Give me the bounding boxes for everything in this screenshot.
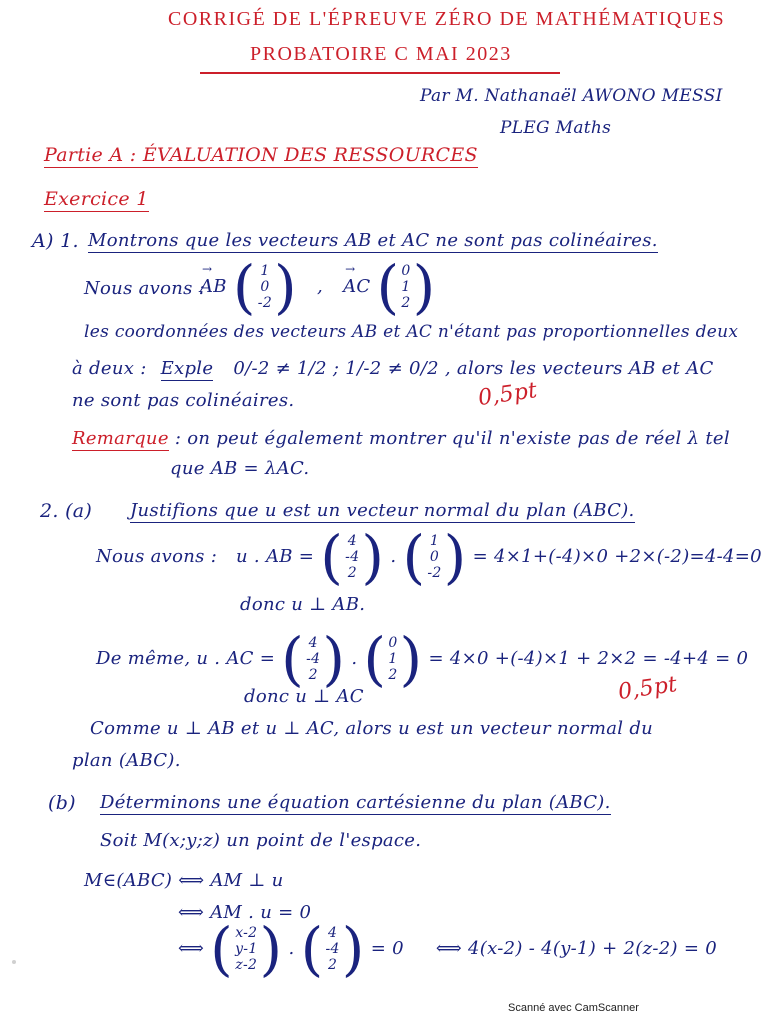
question-2b-number: (b) (48, 792, 76, 814)
points-mark-2a: 0,5pt (616, 671, 679, 706)
equiv-line2: ⟺ AM . u = 0 (178, 902, 312, 923)
question-a1-number: A) 1. (32, 230, 79, 252)
scan-speck (12, 960, 16, 964)
u-dot-ab: u . AB = ( 4 -4 2 ) . ( 1 0 -2 ) = 4×1+(-4)×0 +2×(-2)=4-4=0 (236, 523, 762, 591)
comme-line2: plan (ABC). (72, 750, 181, 771)
question-2b-statement: Déterminons une équation cartésienne du plan (ABC). (100, 792, 611, 813)
question-2a-number: 2. (a) (40, 500, 93, 522)
a1-line2: à deux : Exple 0/-2 ≠ 1/2 ; 1/-2 ≠ 0/2 , alors les vecteurs AB et AC (72, 358, 714, 379)
question-2a-statement: Justifions que u est un vecteur normal du plan (ABC). (130, 500, 635, 521)
points-mark-a1: 0,5pt (476, 377, 539, 412)
donc-u-perp-ab: donc u ⊥ AB. (240, 594, 366, 615)
remark-line2: que AB = λAC. (170, 458, 310, 479)
donc-u-perp-ac: donc u ⊥ AC (244, 686, 364, 707)
soit-line: Soit M(x;y;z) un point de l'espace. (100, 830, 422, 851)
exercise-heading: Exercice 1 (44, 188, 149, 210)
question-a1-statement: Montrons que les vecteurs AB et AC ne sont pas colinéaires. (88, 230, 658, 251)
have-label: Nous avons : (84, 278, 206, 299)
have-label-2a: Nous avons : (96, 546, 218, 567)
equiv-line1: M∈(ABC) ⟺ AM ⊥ u (84, 870, 284, 891)
title-underline (200, 72, 560, 74)
remark-line: Remarque : on peut également montrer qu'il n'existe pas de réel λ tel (72, 428, 730, 449)
u-dot-ac: De même, u . AC = ( 4 -4 2 ) . ( 0 1 2 ) = 4×0 +(-4)×1 + 2×2 = -4+4 = 0 (96, 625, 749, 693)
author-role: PLEG Maths (500, 118, 612, 138)
vector-ab: → AB ( 1 0 -2 ) , → AC ( 0 1 2 ) (200, 262, 436, 312)
author-name: Par M. Nathanaël AWONO MESSI (420, 86, 723, 106)
equiv-line3: ⟺ ( x-2 y-1 z-2 ) . ( 4 -4 2 ) = 0 ⟺ 4(x-2) - 4(y-1) + 2(z-2) = 0 (178, 915, 718, 983)
a1-line1: les coordonnées des vecteurs AB et AC n'étant pas proportionnelles deux (84, 322, 739, 342)
comme-line: Comme u ⊥ AB et u ⊥ AC, alors u est un vecteur normal du (90, 718, 654, 739)
a1-line3: ne sont pas colinéaires. (72, 390, 295, 411)
document-title: CORRIGÉ DE L'ÉPREUVE ZÉRO DE MATHÉMATIQUES (168, 8, 726, 30)
document-subtitle: PROBATOIRE C MAI 2023 (250, 43, 512, 65)
section-heading: Partie A : ÉVALUATION DES RESSOURCES (44, 144, 478, 166)
scanner-watermark: Scanné avec CamScanner (508, 1002, 639, 1014)
